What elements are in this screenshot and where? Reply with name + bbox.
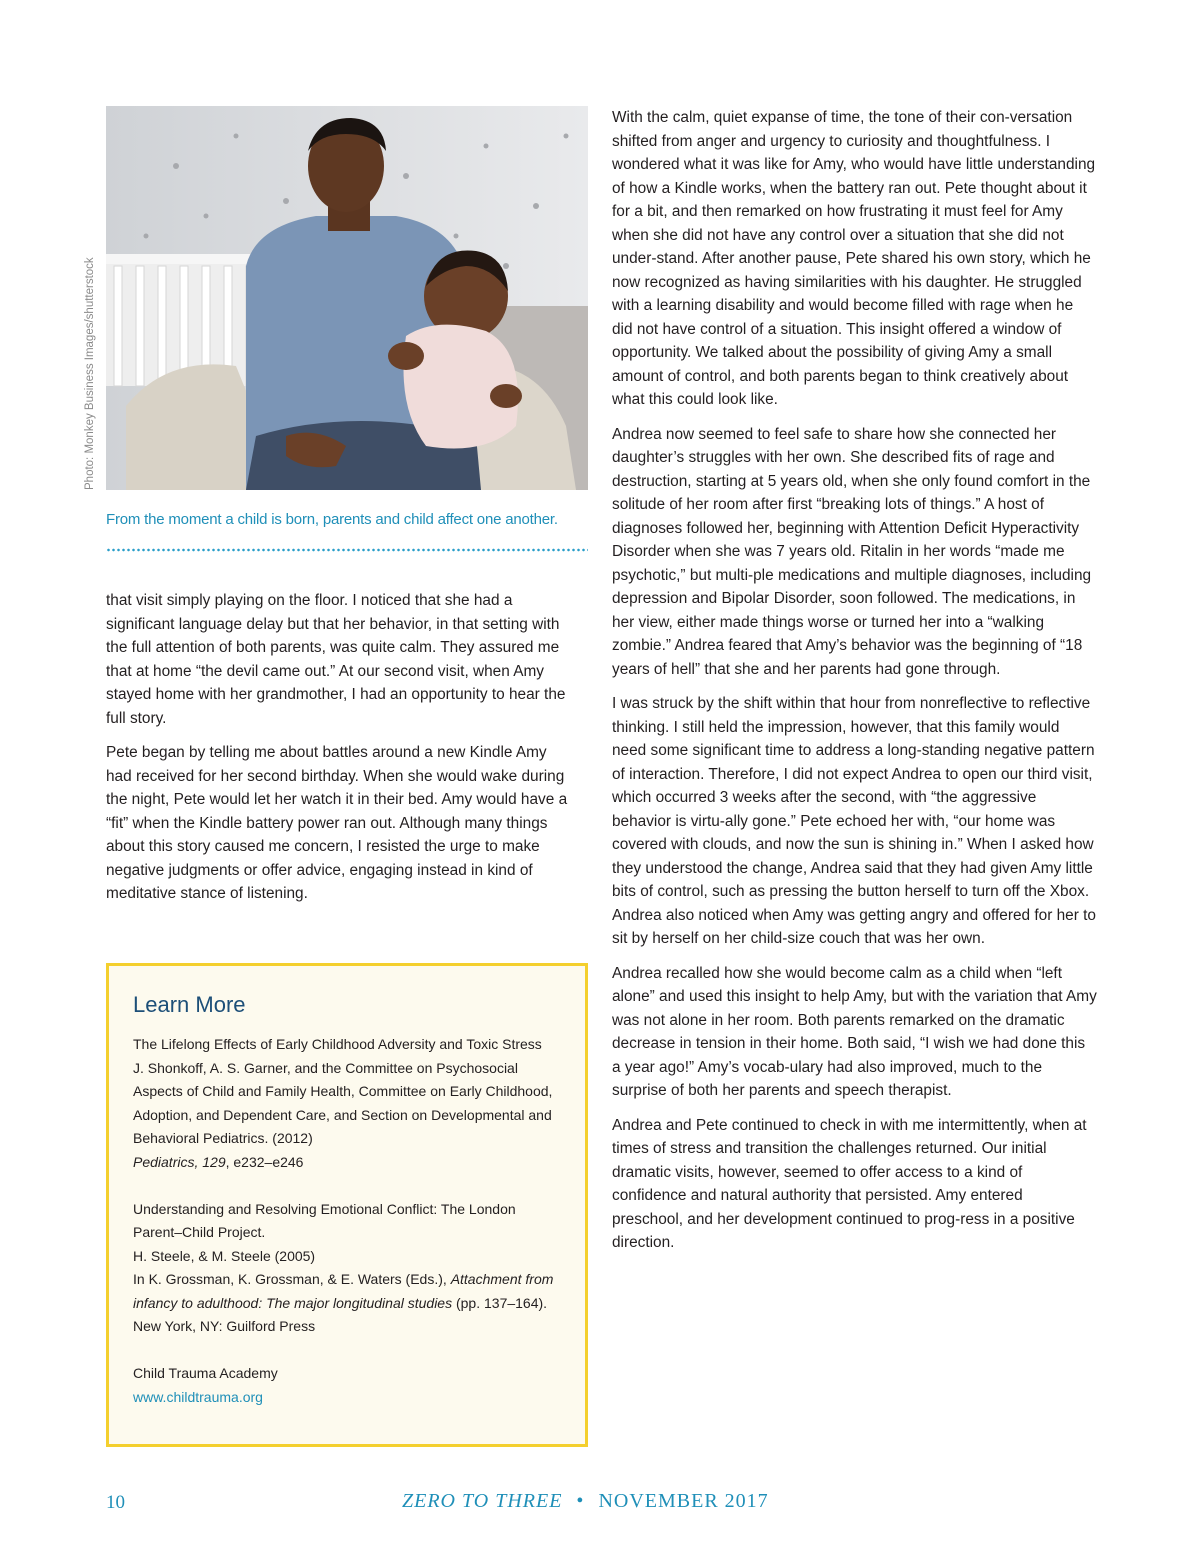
reference-authors: H. Steele, & M. Steele (2005) xyxy=(133,1247,316,1264)
reference-citation xyxy=(133,1268,563,1315)
body-paragraph: I was struck by the shift within that hour from nonreflective to reflective thinking. I still held the impression, however, that this family would need some significant time to address a long-standing negative pattern of interaction. Therefore, I did not expect Andrea to open our third visit, which occurred 3 weeks after the second, with “the aggressive behavior is virtu-ally gone.” Pete echoed her with, “our home was covered with clouds, and now the sun is shining in.” When I asked how they understood the change, Andrea said that they had given Amy little bits of control, such as pressing the button herself to turn off the Xbox. Andrea also noticed when Amy was getting angry and offered for her to sit by herself on her child-size couch that was her own. xyxy=(612,695,1096,947)
reference-title: Understanding and Resolving Emotional Conflict: The London Parent–Child Project. xyxy=(133,1200,516,1240)
body-paragraph: Andrea now seemed to feel safe to share how she connected her daughter’s struggles with her own. She described fits of rage and destruction, starting at 5 years old, when she only found comfort in the solitude of her room after first “breaking lots of things.” A host of diagnoses followed her, beginning with Attention Deficit Hyperactivity Disorder when she was 7 years old. Ritalin in her words “made me psychotic,” but multi-ple medications and multiple diagnoses, including depression and Bipolar Disorder, soon followed. The medications, in her view, either made things worse or turned her into a “walking zombie.” Andrea feared that Amy’s behavior was the beginning of “18 years of hell” that she and her parents had gone through. xyxy=(612,425,1092,678)
body-paragraph: Pete began by telling me about battles around a new Kindle Amy had received for her second birthday. When she would wake during the night, Pete would let her watch it in their bed. Amy would have a “fit” when the Kindle battery power ran out. Although many things about this story caused me concern, I resisted the urge to make negative judgments or offer advice, engaging instead in kind of meditative stance of listening. xyxy=(106,744,568,902)
learn-more-title: Learn More xyxy=(133,992,246,1017)
reference-org: Child Trauma Academy xyxy=(133,1365,278,1381)
photo-illustration xyxy=(106,106,588,490)
reference-link[interactable]: www.childtrauma.org xyxy=(133,1388,263,1405)
right-column xyxy=(612,106,1097,1266)
page-number: 10 xyxy=(106,1492,125,1513)
body-paragraph: With the calm, quiet expanse of time, the tone of their con-versation shifted from anger and urgency to curiosity and thoughtfulness. I wondered what it was like for Amy, who would have little understanding of how a Kindle works, when the battery ran out. Pete thought about it for a bit, and then remarked on how frustrating it must feel for Amy when she did not have any control over a situation that she did not under-stand. After another pause, Pete shared his own story, which he now recognized as having similarities with his daughter. He struggled with a learning disability and would become filled with rage when he did not have control of a situation. This insight offered a window of opportunity. We talked about the possibility of giving Amy a small amount of control, and both parents began to think creatively about what this could look like. xyxy=(612,109,1096,408)
caption-divider xyxy=(106,548,588,552)
reference-citation xyxy=(133,1151,563,1175)
body-paragraph: Andrea recalled how she would become calm as a child when “left alone” and used this insight to help Amy, but with the variation that Amy was not alone in her room. Both parents remarked on the dramatic decrease in tension in their home. Both said, “I wish we had done this a year ago!” Amy’s vocab-ulary had also improved, much to the surprise of both her parents and speech therapist. xyxy=(612,964,1097,1099)
body-paragraph: that visit simply playing on the floor. I noticed that she had a significant language delay but that her behavior, in that setting with the full attention of both parents, was quite calm. They assured me that at home “the devil came out.” At our second visit, when Amy stayed home with her grandmother, I had an opportunity to hear the full story. xyxy=(106,592,566,727)
reference-in: In K. Grossman, K. Grossman, & E. Waters (Eds.), xyxy=(133,1271,451,1287)
reference-publisher: New York, NY: Guilford Press xyxy=(133,1318,316,1334)
left-column xyxy=(106,589,576,917)
issue-date: NOVEMBER 2017 xyxy=(598,1490,769,1512)
reference-entry xyxy=(133,1198,563,1339)
photo-credit: Photo: Monkey Business Images/shutterstock xyxy=(84,257,96,490)
footer-publication xyxy=(402,1490,769,1513)
reference-entry xyxy=(133,1362,563,1409)
footer-separator: • xyxy=(576,1490,585,1512)
reference-title: The Lifelong Effects of Early Childhood Adversity and Toxic Stress xyxy=(133,1036,542,1052)
reference-authors: J. Shonkoff, A. S. Garner, and the Committee on Psychosocial Aspects of Child and Family Health, Committee on Early Childhood, Adoption, and Dependent Care, and Section on Developmental and Behavioral Pediatrics. (2012) xyxy=(133,1059,553,1146)
photo-caption: From the moment a child is born, parents and child affect one another. xyxy=(106,511,558,528)
body-paragraph: Andrea and Pete continued to check in with me intermittently, when at times of stress and transition the challenges returned. Our initial dramatic visits, however, seemed to offer access to a kind of confidence and natural authority that persisted. Amy entered preschool, and her development continued to prog-ress in a positive direction. xyxy=(612,1116,1087,1251)
learn-more-references xyxy=(133,1033,563,1409)
reference-pages: , e232–e246 xyxy=(225,1153,304,1170)
magazine-name: ZERO TO THREE xyxy=(402,1490,563,1512)
reference-book: Attachment from infancy to adulthood: The major longitudinal studies xyxy=(133,1271,554,1311)
learn-more-box xyxy=(106,963,588,1447)
reference-entry xyxy=(133,1033,563,1174)
reference-journal: Pediatrics, 129 xyxy=(133,1153,226,1170)
article-photo xyxy=(106,106,588,490)
reference-pages: (pp. 137–164). xyxy=(452,1294,548,1311)
